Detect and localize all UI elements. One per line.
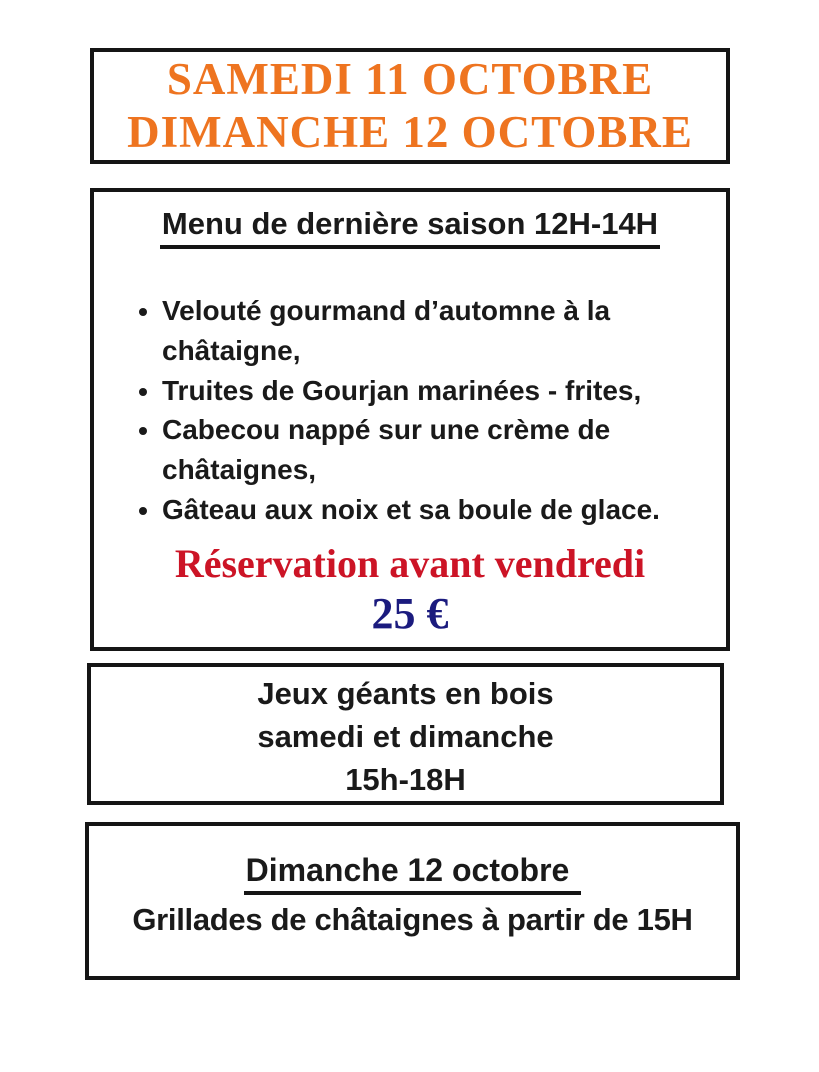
- games-line-days: samedi et dimanche: [257, 718, 554, 754]
- menu-heading: Menu de dernière saison 12H-14H: [160, 206, 660, 249]
- price: 25 €: [371, 588, 449, 638]
- menu-item-gateau: • Gâteau aux noix et sa boule de glace.: [162, 490, 730, 530]
- date-line-sunday: DIMANCHE 12 OCTOBRE: [127, 107, 693, 157]
- sunday-box: [85, 822, 740, 980]
- reservation-note: Réservation avant vendredi: [174, 540, 646, 586]
- games-box: [87, 663, 724, 805]
- games-line-title: Jeux géants en bois: [257, 676, 554, 711]
- menu-item-veloute: • Velouté gourmand d’automne à la châtaigne,: [162, 291, 730, 371]
- sunday-grillades-text: Grillades de châtaignes à partir de 15H: [132, 902, 693, 937]
- menu-item-cabecou: • Cabecou nappé sur une crème de châtaignes,: [162, 410, 730, 490]
- menu-item-list: [134, 291, 730, 530]
- games-line-hours: 15h-18H: [345, 761, 466, 797]
- menu-box: [90, 188, 730, 651]
- menu-item-truites: • Truites de Gourjan marinées - frites,: [162, 371, 730, 411]
- sunday-heading: Dimanche 12 octobre: [244, 852, 582, 895]
- date-banner-box: [90, 48, 730, 164]
- date-line-saturday: SAMEDI 11 OCTOBRE: [166, 53, 654, 104]
- poster-page: [0, 48, 819, 980]
